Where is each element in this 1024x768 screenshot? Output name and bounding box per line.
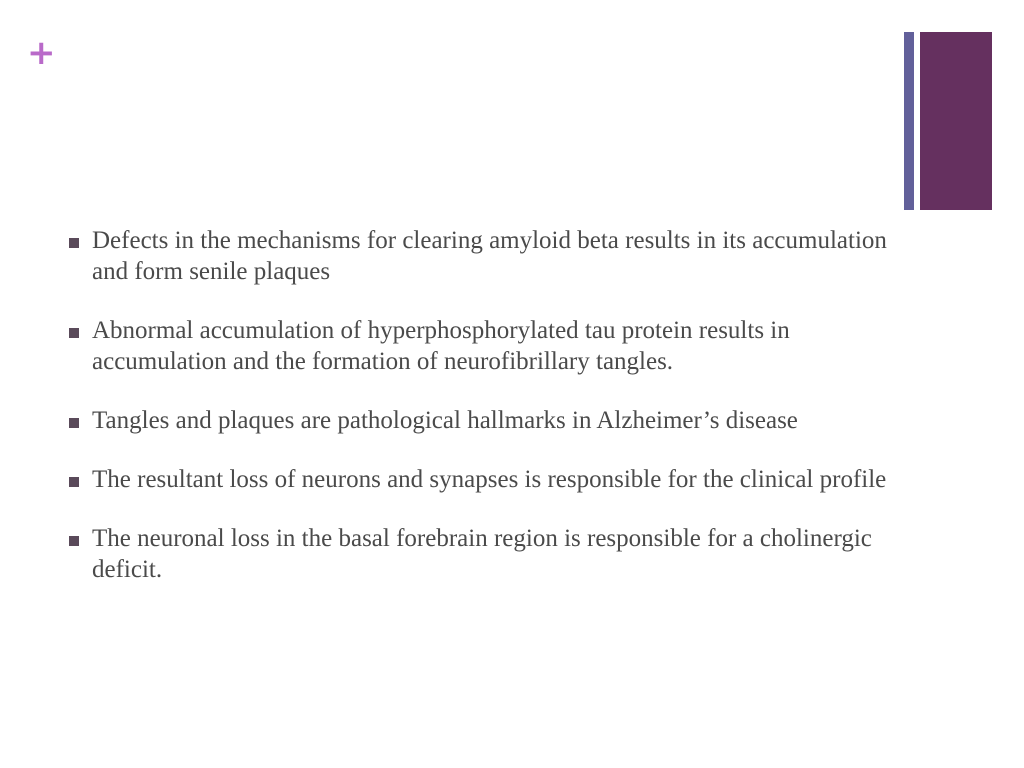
decorative-thin-bar (904, 32, 914, 210)
decorative-thick-bar (920, 32, 992, 210)
bullet-text: Tangles and plaques are pathological hallmarks in Alzheimer’s disease (92, 407, 798, 434)
square-bullet-icon (69, 536, 79, 546)
bullet-text: The neuronal loss in the basal forebrain region is responsible for a cholinergic deficit. (92, 525, 872, 583)
square-bullet-icon (69, 477, 79, 487)
square-bullet-icon (69, 328, 79, 338)
square-bullet-icon (69, 418, 79, 428)
bullet-item (60, 225, 900, 287)
bullet-item (60, 315, 900, 377)
square-bullet-icon (69, 238, 79, 248)
bullet-item (60, 405, 900, 436)
bullet-item (60, 464, 900, 495)
bullet-text: The resultant loss of neurons and synapses is responsible for the clinical profile (92, 466, 887, 493)
bullet-text: Defects in the mechanisms for clearing amyloid beta results in its accumulation and form senile plaques (92, 227, 887, 285)
bullet-item (60, 523, 900, 585)
bullet-list (60, 225, 900, 613)
plus-icon: + (27, 33, 56, 73)
bullet-text: Abnormal accumulation of hyperphosphorylated tau protein results in accumulation and the formation of neurofibrillary tangles. (92, 317, 790, 375)
